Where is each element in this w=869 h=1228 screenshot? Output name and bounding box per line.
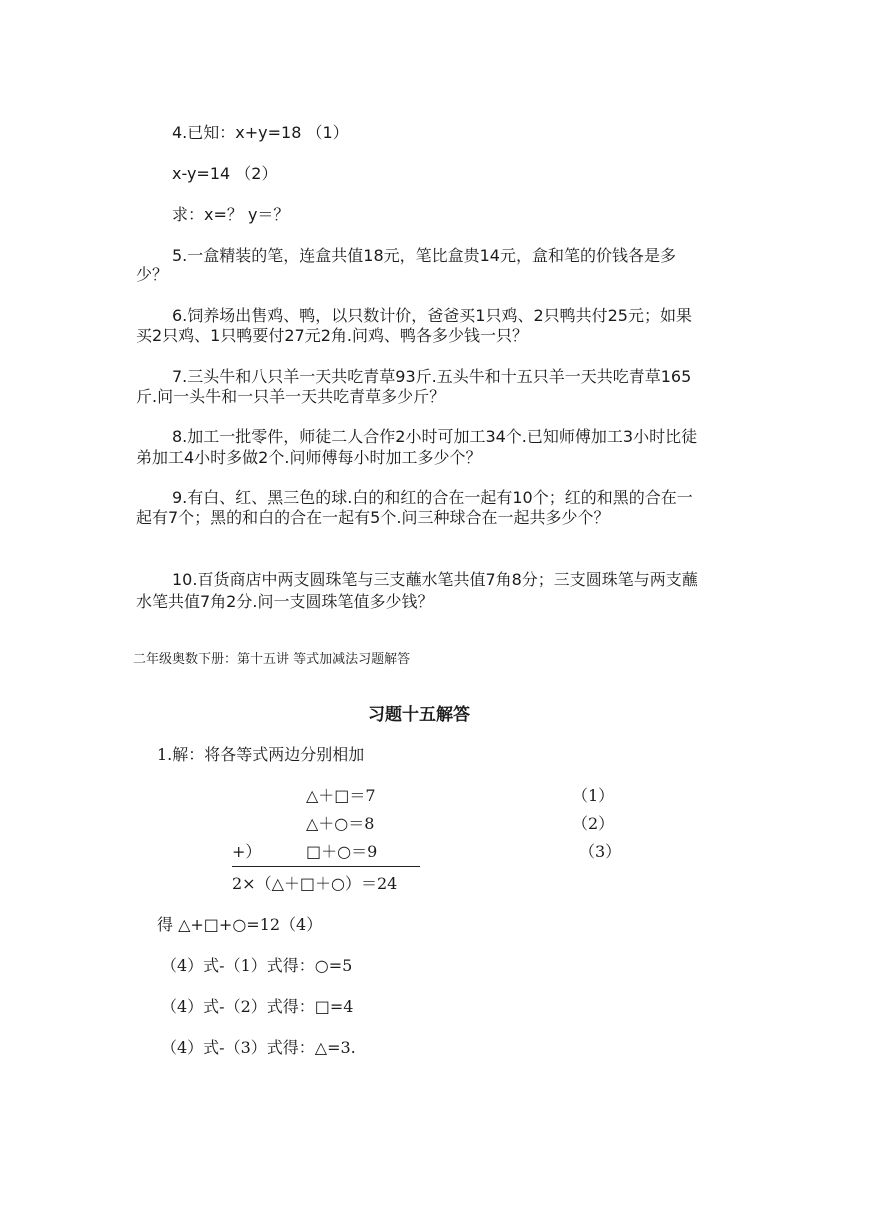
problem-6-line-1: 6.饲养场出售鸡、鸭，以只数计价，爸爸买1只鸡、2只鸭共付25元；如果 [172, 306, 692, 325]
solution-intro: 1.解：将各等式两边分别相加 [157, 745, 365, 764]
source-line: 二年级奥数下册：第十五讲 等式加减法习题解答 [133, 652, 411, 667]
problem-5-line-2: 少？ [136, 265, 169, 284]
equation-2-tag: （2） [572, 814, 615, 833]
problem-4-line-1: 4.已知：x+y=18 （1） [172, 123, 349, 142]
result-equation: 得 △+□+○=12（4） [157, 915, 323, 934]
sum-rule [232, 866, 420, 867]
step-3: （4）式-（3）式得：△=3. [161, 1038, 356, 1057]
step-1: （4）式-（1）式得：○=5 [161, 956, 353, 975]
problem-9-line-2: 起有7个；黑的和白的合在一起有5个.问三种球合在一起共多少个？ [136, 508, 610, 527]
equation-3: □＋○＝9 [306, 842, 378, 861]
step-2: （4）式-（2）式得：□=4 [161, 997, 354, 1016]
sum-equation: 2×（△＋□＋○）＝24 [232, 874, 398, 893]
equation-1-tag: （1） [572, 786, 615, 805]
equation-2: △＋○＝8 [306, 814, 375, 833]
problem-9-line-1: 9.有白、红、黑三色的球.白的和红的合在一起有10个；红的和黑的合在一 [172, 488, 693, 507]
problem-4-line-3: 求：x=？ y＝？ [172, 205, 290, 224]
problem-7-line-2: 斤.问一头牛和一只羊一天共吃青草多少斤？ [136, 387, 446, 406]
problem-10-line-2: 水笔共值7角2分.问一支圆珠笔值多少钱？ [136, 592, 434, 611]
problem-8-line-1: 8.加工一批零件，师徒二人合作2小时可加工34个.已知师傅加工3小时比徒 [172, 427, 698, 446]
problem-6-line-2: 买2只鸡、1只鸭要付27元2角.问鸡、鸭各多少钱一只？ [136, 326, 528, 345]
equation-1: △＋□＝7 [306, 786, 376, 805]
answers-title: 习题十五解答 [368, 705, 470, 725]
problem-8-line-2: 弟加工4小时多做2个.问师傅每小时加工多少个？ [136, 448, 482, 467]
equation-3-operator: +） [232, 842, 262, 861]
problem-4-line-2: x-y=14 （2） [172, 164, 278, 183]
problem-7-line-1: 7.三头牛和八只羊一天共吃青草93斤.五头牛和十五只羊一天共吃青草165 [172, 367, 692, 386]
equation-3-tag: （3） [579, 842, 622, 861]
problem-5-line-1: 5.一盒精装的笔，连盒共值18元，笔比盒贵14元，盒和笔的价钱各是多 [172, 246, 676, 265]
problem-10-line-1: 10.百货商店中两支圆珠笔与三支蘸水笔共值7角8分；三支圆珠笔与两支蘸 [172, 570, 698, 589]
